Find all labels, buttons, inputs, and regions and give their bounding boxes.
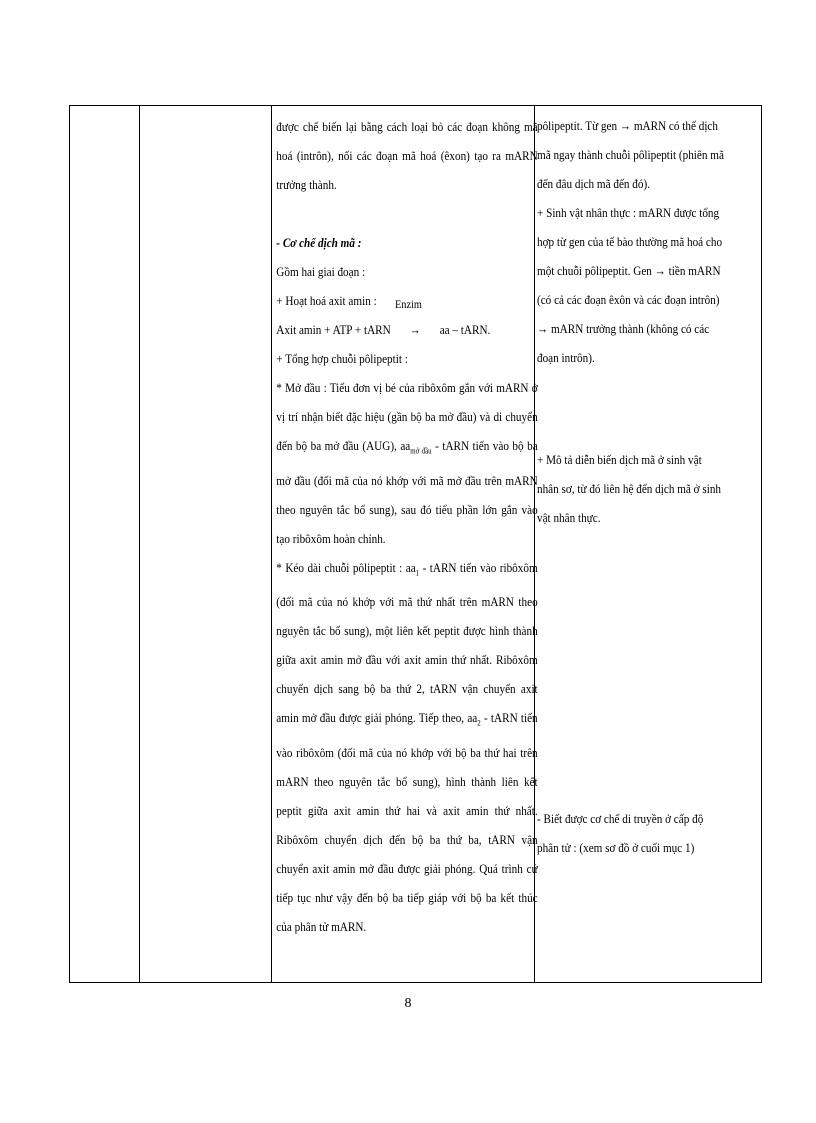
col4-text-4: - Biết được cơ chế di truyền ở cấp độ phân tử : (xem sơ đồ ở cuối mục 1) xyxy=(537,811,704,855)
elongation-text-c: - tARN tiến vào ribôxôm (đối mã của nó khớp với bộ ba thứ hai trên mARN theo nguyên tắc bổ sung), hình thành liên kết peptit giữa axit amin thứ hai và axit amin thứ nhất. Ribôxôm chuyển dịch đến bộ ba thứ ba, tARN vận chuyển axit amin mở đầu được giải phóng. Quá trình cứ tiếp tục như vậy đến bộ ba tiếp giáp với bộ ba kết thúc của phân tử mARN. xyxy=(276,710,538,934)
paragraph-intron: được chế biến lại bằng cách loại bỏ các đoạn không mã hoá (intrôn), nối các đoạn mã hoá (êxon) tạo ra mARN trưởng thành. xyxy=(276,119,538,192)
table-cell-1 xyxy=(70,106,140,983)
initiation-text-b: - tARN tiến vào bộ ba mở đầu (đối mã của nó khớp với mã mở đầu trên mARN theo nguyên tắc bổ sung), sau đó tiểu phần lớn gắn vào tạo ribôxôm hoàn chỉnh. xyxy=(276,438,538,546)
table-cell-2 xyxy=(140,106,272,983)
paragraph-activation: + Hoạt hoá axit amin : xyxy=(276,293,377,308)
col4-text-2: + Sinh vật nhân thực : mARN được tổng hợp từ gen của tế bào thường mã hoá cho một chuỗi pôlipeptit. Gen → tiền mARN (có cả các đoạn êxôn và các đoạn intrôn) → mARN trưởng thành (không có các đoạn intrôn). xyxy=(537,205,723,365)
elongation-text-a: * Kéo dài chuỗi pôlipeptit : aa xyxy=(276,559,416,575)
page-number: 8 xyxy=(404,996,412,1011)
spacer xyxy=(276,199,537,228)
initiation-subscript: mở đầu xyxy=(410,446,432,456)
col4-block-describe xyxy=(537,445,724,532)
section-heading: - Cơ chế dịch mã : xyxy=(276,235,362,250)
arrow-right-icon: → xyxy=(409,322,421,337)
col4-text-1: pôlipeptit. Từ gen → mARN có thể dịch mã ngay thành chuỗi pôlipeptit (phiên mã đến đâu dịch mã đến đó). xyxy=(537,118,724,191)
paragraph-stages: Gồm hai giai đoạn : xyxy=(276,264,366,279)
elongation-subscript-1: 1 xyxy=(415,568,420,578)
paragraph-initiation xyxy=(276,373,537,553)
elongation-subscript-2: 2 xyxy=(477,718,481,728)
enzim-label: Enzim xyxy=(394,297,422,311)
col4-text-3: + Mô tả diễn biến dịch mã ở sinh vật nhân sơ, từ đó liên hệ đến dịch mã ở sinh vật nhân thực. xyxy=(537,452,722,525)
col3-content xyxy=(272,106,542,941)
col4-block-prokaryote xyxy=(537,111,724,372)
elongation-text-b: - tARN tiến vào ribôxôm (đối mã của nó khớp với mã thứ nhất trên mARN theo nguyên tắc bổ sung), một liên kết peptit được hình thành giữa axit amin mở đầu với axit amin thứ nhất. Ribôxôm chuyển dịch sang bộ ba thứ 2, tARN vận chuyển axit amin mở đầu được giải phóng. Tiếp theo, aa xyxy=(276,559,538,726)
equation-right: aa – tARN. xyxy=(439,322,491,337)
equation-left: Axit amin + ATP + tARN xyxy=(276,322,391,337)
col4-block-mechanism xyxy=(537,804,724,862)
table-cell-3 xyxy=(272,106,538,983)
paragraph-synthesis: + Tổng hợp chuỗi pôlipeptit : xyxy=(276,351,408,366)
initiation-text-a: * Mở đầu : Tiểu đơn vị bé của ribôxôm gắn với mARN ở vị trí nhận biết đặc hiệu (gần bộ ba mở đầu) và di chuyển đến bộ ba mở đầu (AUG), aa xyxy=(276,380,538,453)
paragraph-elongation xyxy=(276,553,537,941)
